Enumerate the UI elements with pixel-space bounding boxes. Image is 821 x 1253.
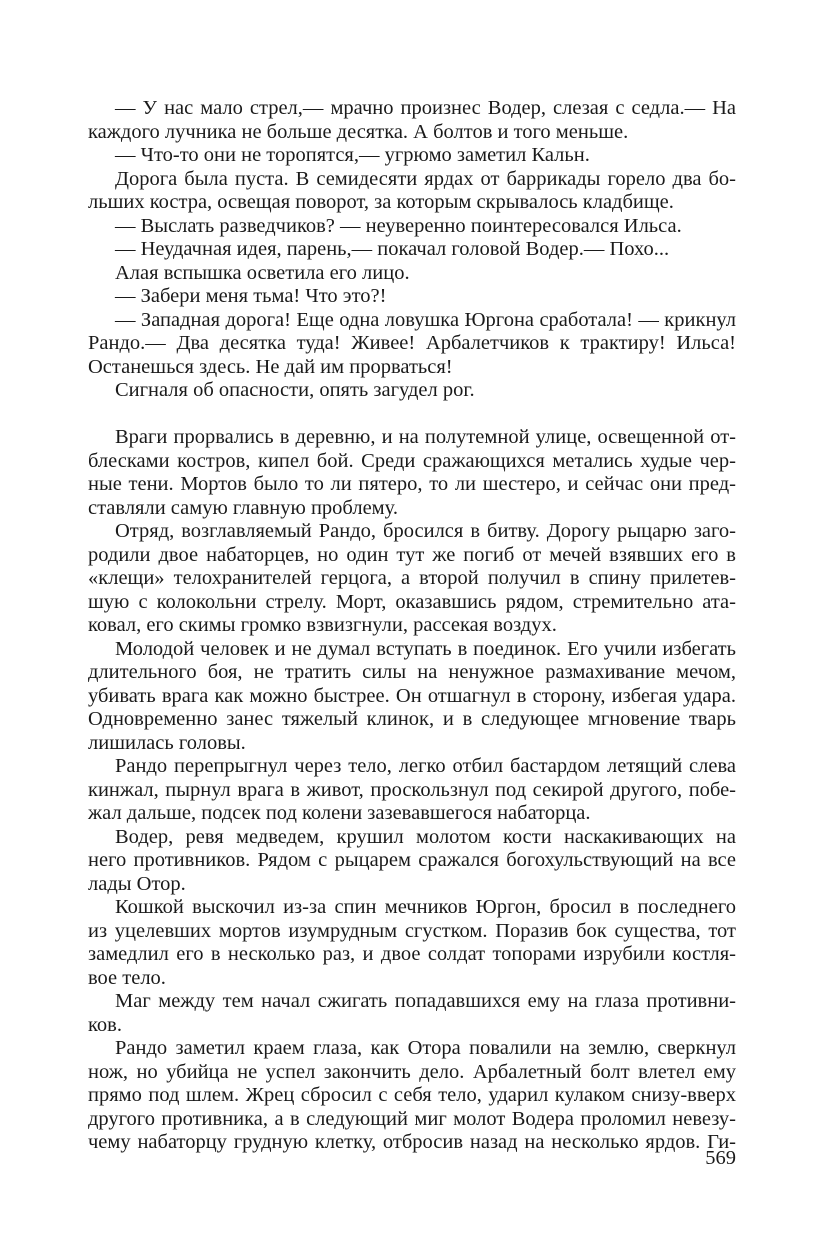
text-line: жал дальше, подсек под колени зазевавшегося набаторца. <box>88 802 591 824</box>
text-line: нож, но убийца не успел закончить дело. Арбалетный болт влетел ему <box>88 1060 736 1083</box>
text-line: убивать врага как можно быстрее. Он отшагнул в сторону, избегая удара. <box>88 684 736 707</box>
section-break <box>88 403 736 427</box>
page-number: 569 <box>705 1147 736 1169</box>
text-line: из уцелевших мортов изумрудным сгустком. Поразив бок существа, тот <box>88 919 736 942</box>
text-line: Одновременно занес тяжелый клинок, и в следующее мгновение тварь <box>88 708 736 730</box>
text-line: ков. <box>88 1013 122 1036</box>
text-line: шую с колокольни стрелу. Морт, оказавшись рядом, стремительно ата- <box>88 590 736 613</box>
text-line: лишилась головы. <box>88 731 246 754</box>
text-line: длительного боя, не тратить силы на ненужное размахивание мечом, <box>88 661 736 683</box>
text-line: — Выслать разведчиков? — неуверенно поинтересовался Ильса. <box>115 214 682 237</box>
text-line: другого противника, а в следующий миг молот Водера проломил невезу- <box>88 1107 736 1130</box>
text-line: прямо под шлем. Жрец сбросил с себя тело, ударил кулаком снизу-вверх <box>88 1084 736 1106</box>
text-line: — У нас мало стрел,— мрачно произнес Водер, слезая с седла.— На <box>115 97 736 119</box>
text-line: — Что-то они не торопятся,— угрюмо заметил Кальн. <box>115 144 590 166</box>
text-line: Рандо.— Два десятка туда! Живее! Арбалетчиков к трактиру! Ильса! <box>88 332 736 354</box>
text-line: замедлил его в несколько раз, и двое солдат топорами изрубили костля- <box>88 943 736 965</box>
text-line: Останешься здесь. Не дай им прорваться! <box>88 355 453 378</box>
text-line: ные тени. Мортов было то ли пятеро, то ли шестеро, и сейчас они пред- <box>88 473 736 495</box>
text-line: него противников. Рядом с рыцарем сражался богохульствующий на все <box>88 849 736 871</box>
text-line: Дорога была пуста. В семидесяти ярдах от баррикады горело два бо- <box>115 167 736 190</box>
text-line: Отряд, возглавляемый Рандо, бросился в битву. Дорогу рыцарю заго- <box>115 520 736 542</box>
text-line: кинжал, пырнул врага в живот, проскользнул под секирой другого, побе- <box>88 778 736 801</box>
text-line: «клещи» телохранителей герцога, а второй получил в спину прилетев- <box>88 567 736 589</box>
text-line: блесками костров, кипел бой. Среди сражающихся метались худые чер- <box>88 449 736 472</box>
text-line: Враги прорвались в деревню, и на полутемной улице, освещенной от- <box>115 426 736 448</box>
text-line: Сигналя об опасности, опять загудел рог. <box>115 379 475 401</box>
text-line: — Западная дорога! Еще одна ловушка Юргона сработала! — крикнул <box>115 308 736 331</box>
text-line: Маг между тем начал сжигать попадавшихся ему на глаза противни- <box>115 990 736 1012</box>
text-line: чему набаторцу грудную клетку, отбросив назад на несколько ярдов. Ги- <box>88 1131 736 1153</box>
text-line: льших костра, освещая поворот, за которым скрывалось кладбище. <box>88 191 674 213</box>
text-line: родили двое набаторцев, но один тут же погиб от мечей взявших его в <box>88 543 736 566</box>
text-line: ковал, его скимы громко взвизгнули, рассекая воздух. <box>88 614 557 636</box>
text-line: вое тело. <box>88 966 166 989</box>
text-line: — Забери меня тьма! Что это?! <box>115 285 387 307</box>
text-line: Рандо заметил краем глаза, как Отора повалили на землю, сверкнул <box>115 1037 736 1059</box>
text-line: Водер, ревя медведем, крушил молотом кости наскакивающих на <box>115 825 736 848</box>
text-line: Молодой человек и не думал вступать в поединок. Его учили избегать <box>115 637 736 660</box>
text-line: Кошкой выскочил из-за спин мечников Юргон, бросил в последнего <box>115 896 736 918</box>
text-line: лады Отор. <box>88 872 186 895</box>
text-line: каждого лучника не больше десятка. А болтов и того меньше. <box>88 120 629 143</box>
text-line: — Неудачная идея, парень,— покачал головой Водер.— Похо... <box>115 238 670 260</box>
text-line: Алая вспышка осветила его лицо. <box>115 261 410 284</box>
text-line: ставляли самую главную проблему. <box>88 496 398 519</box>
book-page-text <box>88 97 736 1155</box>
text-line: Рандо перепрыгнул через тело, легко отбил бастардом летящий слева <box>115 755 736 777</box>
